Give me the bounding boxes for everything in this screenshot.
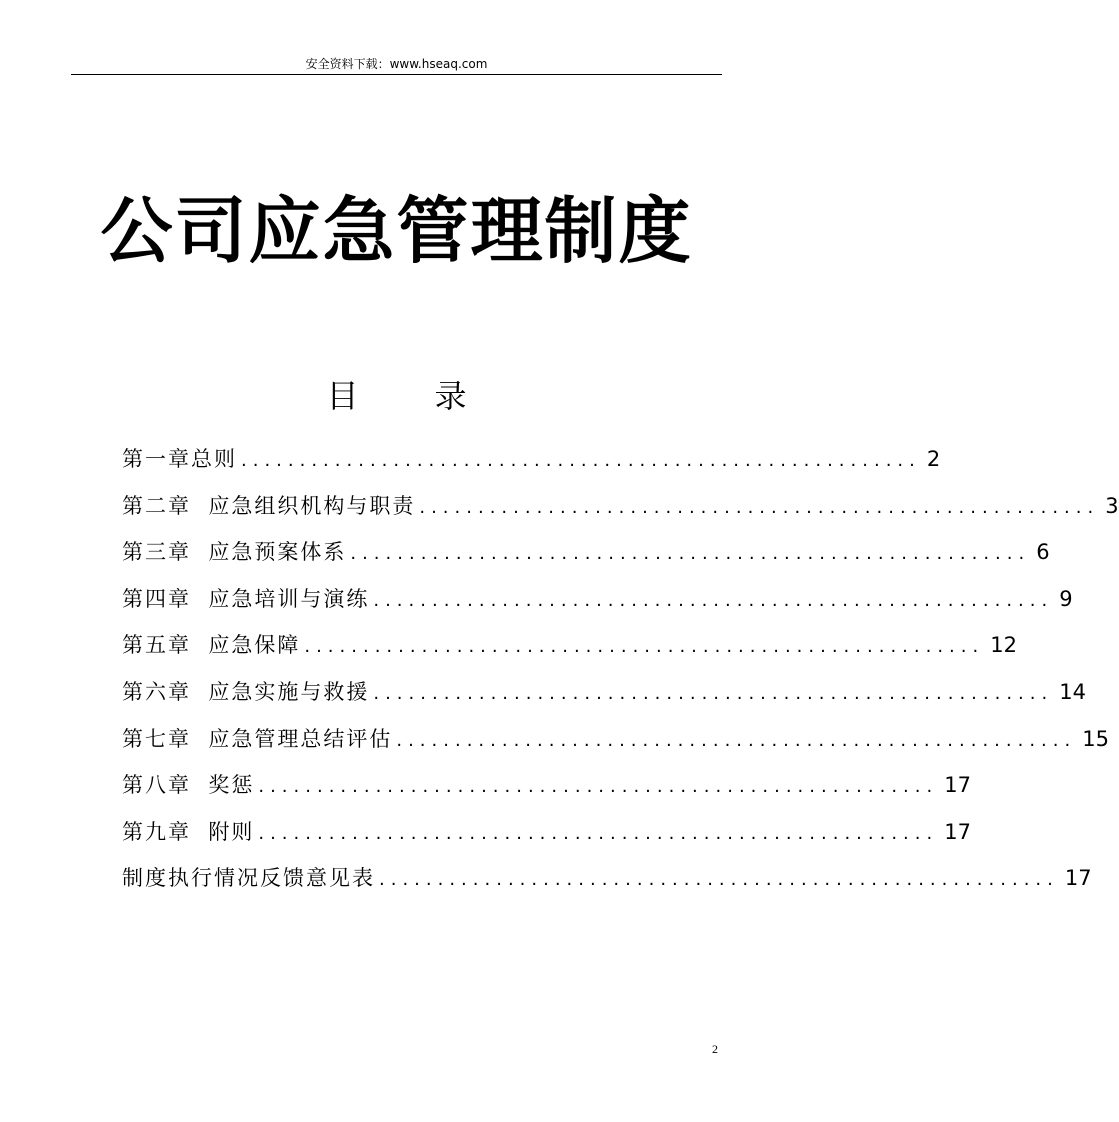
toc-entry-page: 15 (1082, 726, 1109, 751)
toc-leader-dots: .......................................................... (419, 496, 1100, 518)
toc-heading-left: 目 (326, 377, 359, 415)
toc-entry-page: 17 (1064, 866, 1092, 891)
toc-entry[interactable] (122, 762, 971, 809)
toc-leader-dots: .......................................................... (258, 776, 939, 798)
toc-entry-label: 第七章 应急管理总结评估 (122, 726, 393, 751)
toc-leader-dots: .......................................................... (396, 729, 1077, 751)
page-number: 2 (712, 1042, 718, 1056)
toc-entry-page: 17 (944, 819, 971, 844)
toc-leader-dots: .......................................................... (350, 543, 1031, 565)
toc-leader-dots: .......................................................... (379, 869, 1059, 891)
toc-entry-page: 17 (944, 773, 971, 798)
toc-entry[interactable] (122, 483, 1119, 530)
table-of-contents (122, 436, 1119, 902)
toc-entry[interactable] (122, 855, 1092, 902)
toc-entry-page: 14 (1059, 679, 1086, 704)
document-title: 公司应急管理制度 (100, 189, 693, 273)
toc-heading (0, 376, 793, 416)
toc-leader-dots: .......................................................... (304, 636, 985, 658)
toc-entry-page: 12 (990, 633, 1017, 658)
toc-entry-page: 6 (1036, 540, 1050, 565)
header-rule (71, 74, 722, 75)
toc-entry[interactable] (122, 809, 971, 856)
toc-entry[interactable] (122, 529, 1050, 576)
toc-heading-right: 录 (434, 377, 467, 415)
toc-entry-label: 第八章 奖惩 (122, 773, 255, 798)
toc-entry[interactable] (122, 576, 1073, 623)
toc-entry[interactable] (122, 669, 1086, 716)
page-header: 安全资料下载：www.hseaq.com (305, 57, 488, 71)
toc-entry-label: 第五章 应急保障 (122, 633, 301, 658)
toc-entry-label: 第九章 附则 (122, 819, 255, 844)
toc-leader-dots: .......................................................... (258, 822, 939, 844)
toc-entry[interactable] (122, 436, 941, 483)
toc-entry-page: 3 (1105, 493, 1119, 518)
toc-entry-label: 制度执行情况反馈意见表 (122, 866, 375, 891)
toc-entry[interactable] (122, 716, 1109, 763)
toc-entry-label: 第三章 应急预案体系 (122, 540, 347, 565)
toc-leader-dots: .......................................................... (373, 589, 1054, 611)
toc-entry-label: 第一章总则 (122, 447, 237, 471)
toc-entry-label: 第六章 应急实施与救援 (122, 679, 370, 704)
toc-entry-label: 第二章 应急组织机构与职责 (122, 493, 416, 518)
toc-leader-dots: .......................................................... (241, 450, 921, 471)
toc-entry-label: 第四章 应急培训与演练 (122, 586, 370, 611)
toc-leader-dots: .......................................................... (373, 682, 1054, 704)
toc-entry-page: 9 (1059, 586, 1073, 611)
toc-entry-page: 2 (926, 447, 941, 471)
toc-entry[interactable] (122, 622, 1017, 669)
